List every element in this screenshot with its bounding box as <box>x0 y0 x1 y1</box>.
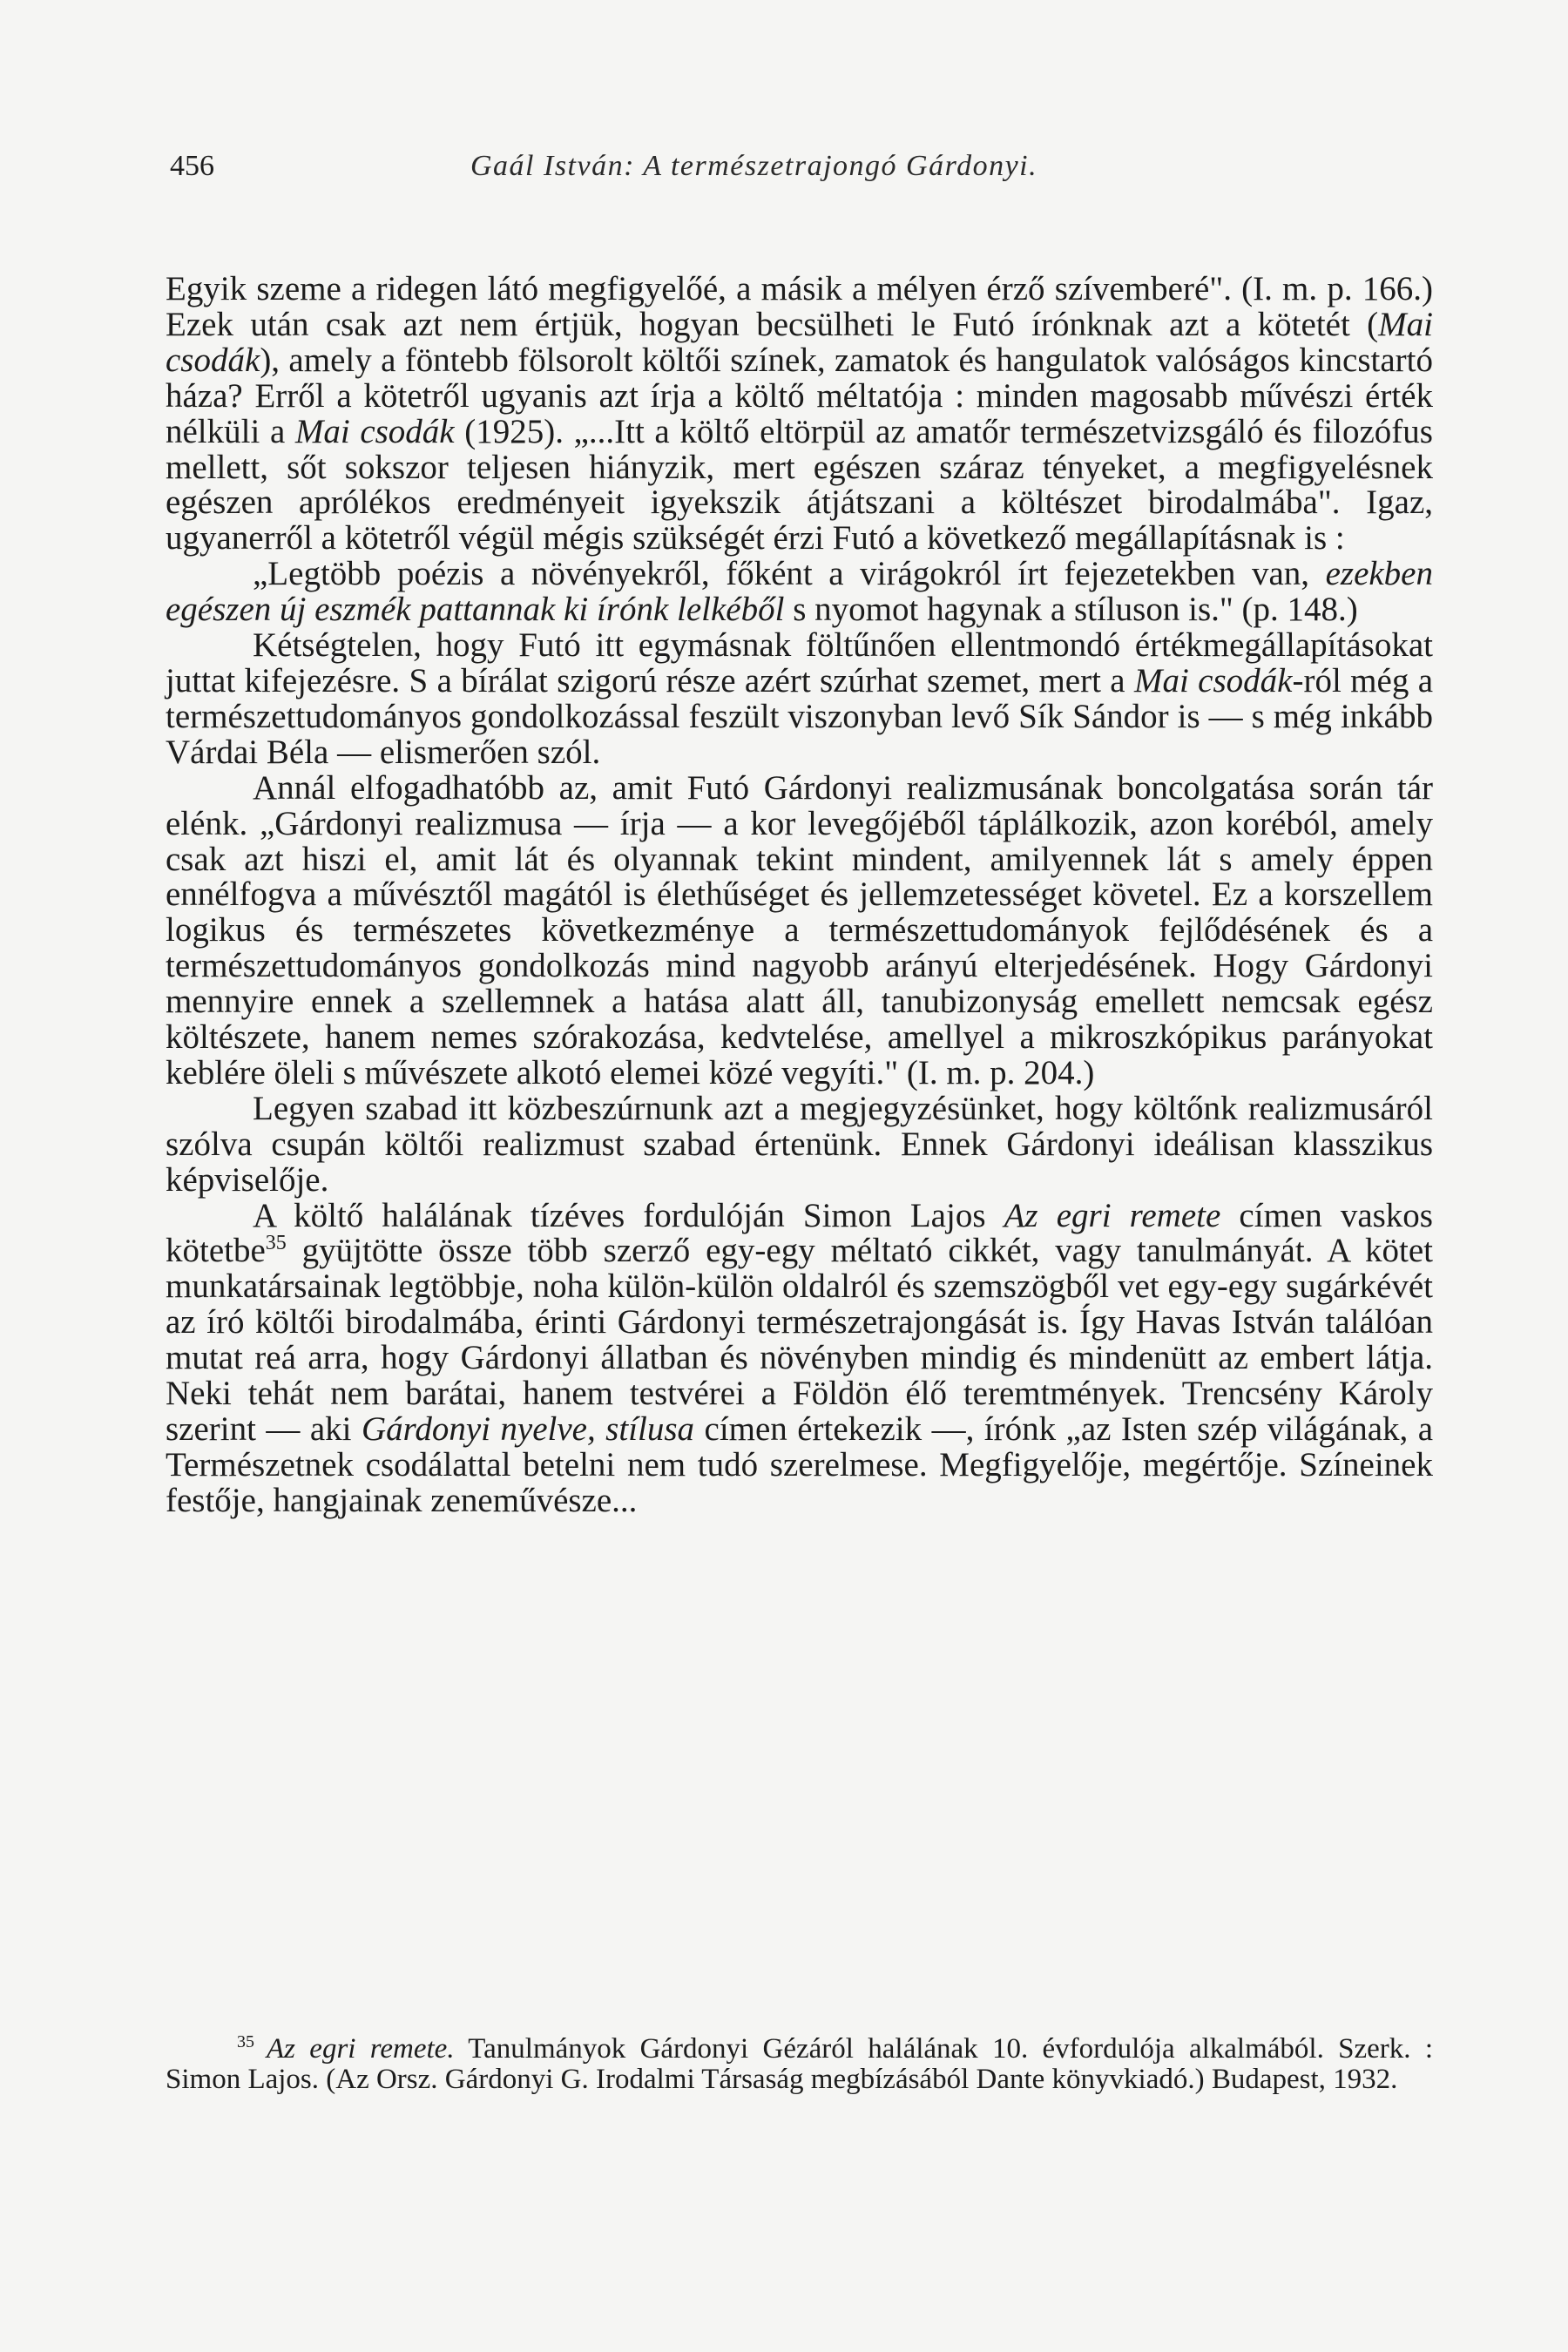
paragraph-4: Annál elfogadhatóbb az, amit Futó Gárdonyi realizmusának boncolgatása során tár elénk. „Gárdonyi realizmusa — írja — a kor levegőjéből táplálkozik, azon koréból, amely csak azt hiszi el, amit lát és olyannak tekint mindent, amilyennek lát s amely éppen ennélfogva a művésztől magától is élethűséget és jellemzetességet követel. Ez a korszellem logikus és természetes következménye a természettudományok fejlődésének és a természettudományos gondolkozás mind nagyobb arányú elterjedésének. Hogy Gárdonyi mennyire ennek a szellemnek a hatása alatt áll, tanubizonyság emellett nemcsak egész költészete, hanem nemes szórakozása, kedvtelése, amellyel a mikroszkópikus parányokat keblére öleli s művészete alkotó elemei közé vegyíti." (I. m. p. 204.) <box>166 768 1433 1092</box>
paragraph-5: Legyen szabad itt közbeszúrnunk azt a megjegyzésünket, hogy költőnk realizmusáról szólva csupán költői realizmust szabad értenünk. Ennek Gárdonyi ideálisan klasszikus képviselője. <box>166 1089 1433 1199</box>
paragraph-6: A költő halálának tízéves fordulóján Simon Lajos Az egri remete címen vaskos kötetbe$^{35}$ gyüjtötte össze több szerző egy-egy méltató cikkét, vagy tanulmányát. A kötet munkatársainak legtöbbje, noha külön-külön oldalról és szemszögből vet egy-egy sugárkévét az író költői birodalmába, érinti Gárdonyi természetrajongását is. Így Havas István találóan mutat reá arra, hogy Gárdonyi állatban és növényben mindig és mindenütt az embert látja. Neki tehát nem barátai, hanem testvérei a Földön élő teremtmények. Trencsény Károly szerint — aki Gárdonyi nyelve, stílusa címen értekezik —, írónk „az Isten szép világának, a Természetnek csodálattal betelni nem tudó szerelmese. Megfigyelője, megértője. Színeinek festője, hangjainak zeneművésze... <box>166 1196 1434 1519</box>
quote-paragraph: „Legtöbb poézis a növényekről, főként a virágokról írt fejezetekben van, ezekben egészen új eszmék pattannak ki írónk lelkéből s nyomot hagynak a stíluson is." (p. 148.) <box>166 555 1433 629</box>
page-header <box>170 150 1429 193</box>
footnote-35: $^{35}$ Az egri remete. Tanulmányok Gárdonyi Gézáról halálának 10. évfordulója alkalmából. Szerk. : Simon Lajos. (Az Orsz. Gárdonyi G. Irodalmi Társaság megbízásából Dante könyvkiadó.) Budapest, 1932. <box>166 2032 1433 2095</box>
running-head: Gaál István: A természetrajongó Gárdonyi. <box>470 150 1038 182</box>
body-text <box>166 272 1433 1519</box>
paragraph-1: Egyik szeme a ridegen látó megfigyelőé, a másik a mélyen érző szívemberé". (I. m. p. 166.) Ezek után csak azt nem értjük, hogyan becsülheti le Futó írónknak azt a kötetét (Mai csodák), amely a föntebb fölsorolt költői színek, zamatok és hangulatok valóságos kincstartó háza? Erről a kötetről ugyanis azt írja a költő méltatója : minden magosabb művészi érték nélküli a Mai csodák (1925). „...Itt a költő eltörpül az amatőr természetvizsgáló és filozófus mellett, sőt sokszor teljesen hiányzik, mert egészen száraz tényeket, a megfigyelésnek egészen aprólékos eredményeit igyekszik átjátszani a költészet birodalmába". Igaz, ugyanerről a kötetről végül mégis szükségét érzi Futó a következő megállapításnak is : <box>166 270 1433 558</box>
footnote-reference[interactable]: 35 <box>265 1232 287 1255</box>
footnote-marker: 35 <box>237 2032 254 2051</box>
footnote <box>166 2034 1433 2095</box>
page-number: 456 <box>170 150 214 182</box>
paragraph-3: Kétségtelen, hogy Futó itt egymásnak föltűnően ellentmondó értékmegállapításokat juttat kifejezésre. S a bírálat szigorú része azért szúrhat szemet, mert a Mai csodák-ról még a természettudományos gondolkozással feszült viszonyban levő Sík Sándor is — s még inkább Várdai Béla — elismerően szól. <box>166 626 1433 771</box>
